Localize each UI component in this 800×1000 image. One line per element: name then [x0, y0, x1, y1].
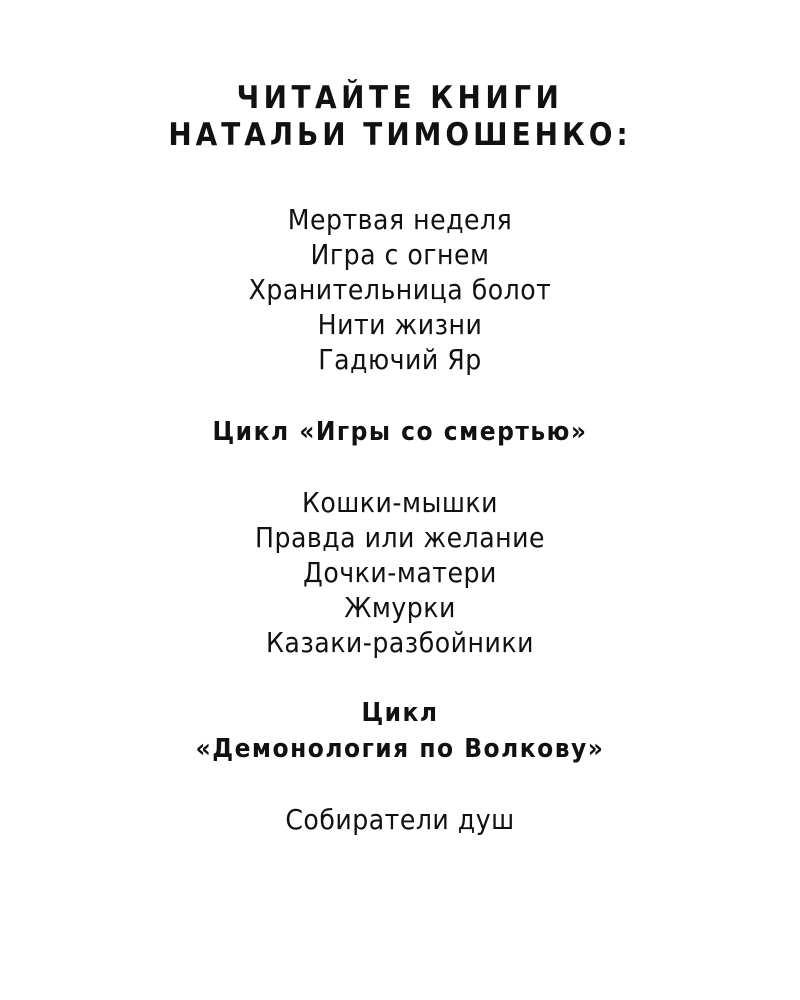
- heading-line-2: НАТАЛЬИ ТИМОШЕНКО:: [168, 117, 632, 153]
- book-title: Жмурки: [344, 591, 456, 624]
- cycle-1-title: Цикл «Игры со смертью»: [212, 417, 588, 447]
- heading-line-1: ЧИТАЙТЕ КНИГИ: [236, 80, 564, 116]
- book-title: Собиратели душ: [285, 803, 515, 836]
- book-title: Кошки-мышки: [301, 486, 499, 519]
- cycle-2-title-line-2: «Демонология по Волкову»: [195, 734, 605, 764]
- book-title: Нити жизни: [317, 308, 483, 341]
- cycle-2-title: [0, 695, 800, 767]
- cycle-2-title-line-1: Цикл: [361, 698, 439, 728]
- book-title: Правда или желание: [255, 521, 545, 554]
- book-title: Гадючий Яр: [318, 343, 482, 376]
- standalone-book-list: [0, 202, 800, 377]
- book-title: Мертвая неделя: [287, 203, 513, 236]
- book-title: Игра с огнем: [310, 238, 490, 271]
- page-heading: [0, 80, 800, 154]
- book-title: Дочки-матери: [303, 556, 497, 589]
- cycle-2-book-list: [0, 802, 800, 837]
- book-title: Хранительница болот: [248, 273, 552, 306]
- cycle-1-book-list: [0, 485, 800, 660]
- book-title: Казаки-разбойники: [266, 626, 534, 659]
